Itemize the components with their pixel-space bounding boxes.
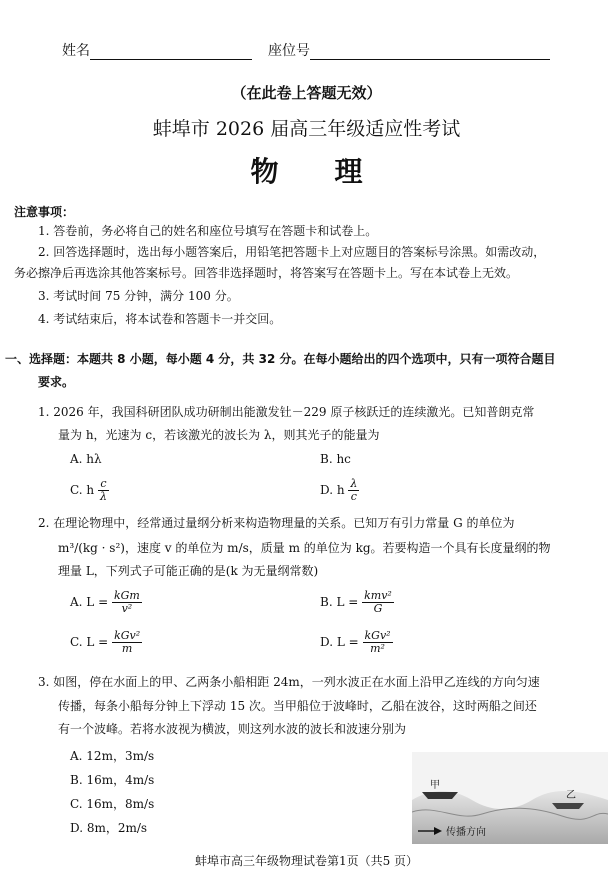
q2-stem-2: m³/(kg · s²)，速度 v 的单位为 m/s，质量 m 的单位为 kg。若要构造一个具有长度量纲的物 [58,541,551,555]
seat-blank [310,43,550,60]
q1-option-b: B. hc [320,452,351,466]
exam-title: 蚌埠市 2026 届高三年级适应性考试 [152,118,461,140]
q3-figure [412,752,608,844]
q3-stem-1: 3. 如图，停在水面上的甲、乙两条小船相距 24m，一列水波正在水面上沿甲乙连线的方向匀速 [38,675,540,689]
wave-illustration [412,752,608,844]
notice-item-4: 4. 考试结束后，将本试卷和答题卡一并交回。 [38,312,282,326]
notice-item-2: 2. 回答选择题时，选出每小题答案后，用铅笔把答题卡上对应题目的答案标号涂黑。如需改动， [38,245,546,259]
name-label: 姓名 [62,43,90,59]
q1-d-numerator: λ [350,477,358,490]
q2-option-d-prefix: D. L = [320,635,359,649]
boat-a-label: 甲 [430,780,440,791]
seat-label: 座位号 [268,43,310,59]
q1-c-numerator: c [100,477,107,490]
q2-stem-3: 理量 L，下列式子可能正确的是(k 为无量纲常数) [58,564,319,578]
q2-option-b-fraction [362,590,394,615]
q2-option-a [70,590,142,615]
q2-d-denominator: m² [370,642,385,655]
q1-option-d-fraction [348,478,359,503]
q2-option-a-fraction [112,590,142,615]
q3-option-b: B. 16m，4m/s [70,773,155,787]
q2-option-d [320,630,393,655]
q2-option-b [320,590,394,615]
q2-a-numerator: kGm [113,589,140,602]
q2-stem-1: 2. 在理论物理中，经常通过量纲分析来构造物理量的关系。已知万有引力常量 G 的单位为 [38,516,515,530]
q3-option-a: A. 12m，3m/s [70,749,155,763]
q1-stem-1: 1. 2026 年，我国科研团队成功研制出能激发钍－229 原子核跃迁的连续激光。已知普朗克常 [38,405,535,419]
q2-c-denominator: m [121,642,133,655]
q2-b-denominator: G [373,602,383,615]
invalid-note: （在此卷上答题无效） [231,84,382,102]
q1-option-a: A. hλ [70,452,102,466]
boat-a-icon [422,792,458,799]
q2-option-c-fraction [112,630,142,655]
q2-d-numerator: kGv² [364,629,391,642]
page-footer: 蚌埠市高三年级物理试卷第1页（共5 页） [194,854,419,868]
q3-option-d: D. 8m，2m/s [70,821,148,835]
q1-d-denominator: c [350,490,357,503]
q2-option-a-prefix: A. L = [70,595,109,609]
subject-title: 物 理 [250,155,363,188]
q1-option-d-prefix: D. h [320,483,345,497]
section1-heading-cont: 要求。 [38,375,75,389]
notice-item-2-cont: 务必擦净后再选涂其他答案标号。回答非选择题时，将答案写在答题卡上。写在本试卷上无效。 [14,266,519,280]
q1-option-c-prefix: C. h [70,483,95,497]
notice-title: 注意事项： [14,205,75,219]
q2-option-c [70,630,142,655]
seat-field [268,40,550,60]
name-blank [90,43,252,60]
section1-heading: 一、选择题：本题共 8 小题，每小题 4 分，共 32 分。在每小题给出的四个选项中，只有一项符合题目 [5,352,556,366]
boat-b-label: 乙 [566,790,576,801]
q1-c-denominator: λ [99,490,107,503]
q1-option-c [70,478,109,503]
notice-item-3: 3. 考试时间 75 分钟，满分 100 分。 [38,289,239,303]
q1-option-c-fraction [98,478,109,503]
q3-stem-3: 有一个波峰。若将水波视为横波，则这列水波的波长和波速分别为 [58,722,407,736]
q3-option-c: C. 16m，8m/s [70,797,155,811]
q2-option-d-fraction [363,630,393,655]
boat-b-icon [552,803,584,809]
q2-option-b-prefix: B. L = [320,595,359,609]
notice-item-1: 1. 答卷前，务必将自己的姓名和座位号填写在答题卡和试卷上。 [38,224,378,238]
name-field [62,40,252,60]
q2-b-numerator: kmv² [364,589,392,602]
q2-c-numerator: kGv² [114,629,141,642]
q1-option-d [320,478,359,503]
q1-stem-2: 量为 h，光速为 c，若该激光的波长为 λ，则其光子的能量为 [58,428,380,442]
q2-a-denominator: v² [121,602,133,615]
direction-label: 传播方向 [446,827,486,838]
q3-stem-2: 传播，每条小船每分钟上下浮动 15 次。当甲船位于波峰时，乙船在波谷，这时两船之间还 [58,699,537,713]
q2-option-c-prefix: C. L = [70,635,109,649]
